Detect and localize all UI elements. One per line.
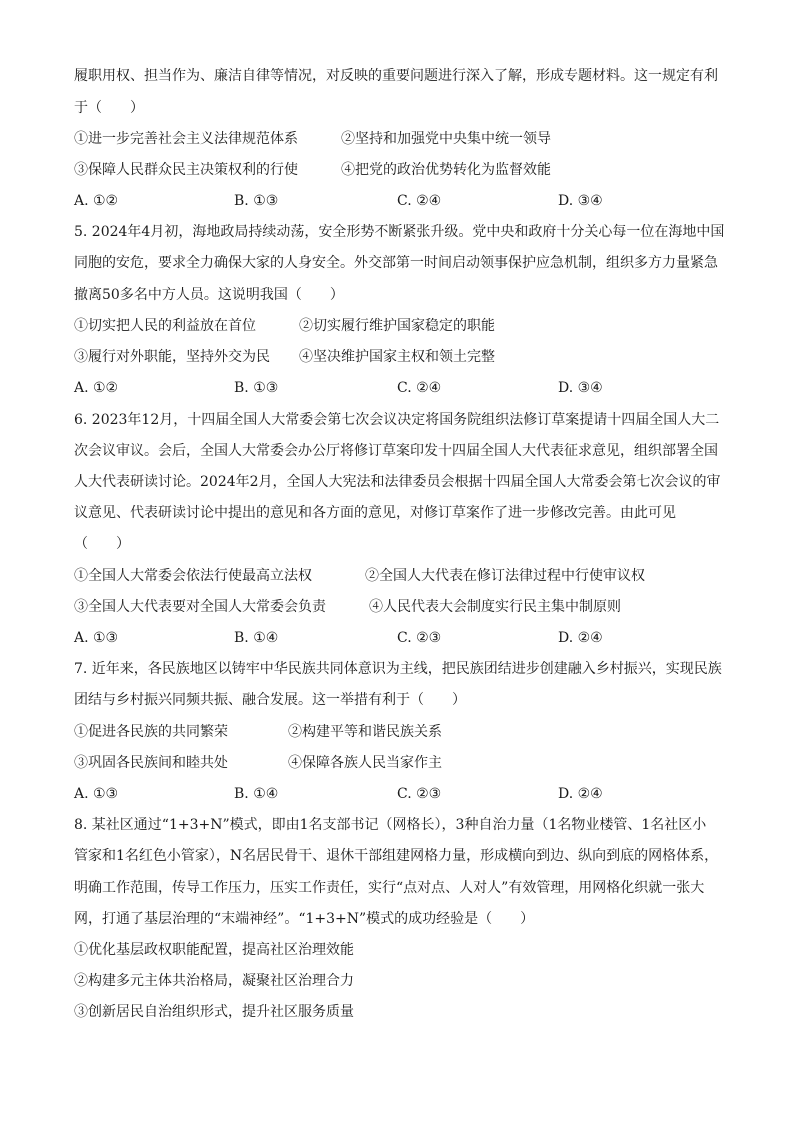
q6-option-b[interactable]: B. ①④ bbox=[234, 630, 279, 646]
q5-stem-line-3: 撤离50多名中方人员。这说明我国（ ） bbox=[74, 287, 344, 303]
q8-stem-line-3: 明确工作范围，传导工作压力，压实工作责任，实行“点对点、人对人”有效管理，用网格化织就一张大 bbox=[74, 880, 705, 896]
q7-item-1: ①促进各民族的共同繁荣 bbox=[74, 724, 228, 740]
q5-item-2: ②切实履行维护国家稳定的职能 bbox=[299, 318, 495, 334]
q5-item-3: ③履行对外职能，坚持外交为民 bbox=[74, 349, 270, 365]
q4-option-c[interactable]: C. ②④ bbox=[397, 193, 442, 209]
q5-option-d[interactable]: D. ③④ bbox=[558, 380, 603, 396]
q8-item-1: ①优化基层政权职能配置，提高社区治理效能 bbox=[74, 942, 354, 958]
q5-option-b[interactable]: B. ①③ bbox=[234, 380, 279, 396]
q4-item-1: ①进一步完善社会主义法律规范体系 bbox=[74, 131, 298, 147]
q7-option-a[interactable]: A. ①③ bbox=[74, 786, 119, 802]
q4-item-4: ④把党的政治优势转化为监督效能 bbox=[341, 162, 551, 178]
q6-stem-line-3: 人大代表研读讨论。2024年2月，全国人大宪法和法律委员会根据十四届全国人大常委会第七次会议的审 bbox=[74, 474, 721, 490]
q4-option-a[interactable]: A. ①② bbox=[74, 193, 119, 209]
q6-item-3: ③全国人大代表要对全国人大常委会负责 bbox=[74, 599, 326, 615]
q4-item-2: ②坚持和加强党中央集中统一领导 bbox=[341, 131, 551, 147]
q4-item-3: ③保障人民群众民主决策权利的行使 bbox=[74, 162, 298, 178]
q8-stem-line-2: 管家和1名红色小管家），N名居民骨干、退休干部组建网格力量，形成横向到边、纵向到底的网格体系， bbox=[74, 848, 719, 864]
q5-option-a[interactable]: A. ①② bbox=[74, 380, 119, 396]
q6-item-1: ①全国人大常委会依法行使最高立法权 bbox=[74, 568, 312, 584]
q6-stem-line-5: （ ） bbox=[74, 536, 130, 552]
q6-stem-line-2: 次会议审议。会后，全国人大常委会办公厅将修订草案印发十四届全国人大代表征求意见，组织部署全国 bbox=[74, 443, 718, 459]
q7-option-d[interactable]: D. ②④ bbox=[558, 786, 603, 802]
q7-option-b[interactable]: B. ①④ bbox=[234, 786, 279, 802]
q6-stem-line-1: 6. 2023年12月，十四届全国人大常委会第七次会议决定将国务院组织法修订草案提请十四届全国人大二 bbox=[74, 412, 720, 428]
q4-option-b[interactable]: B. ①③ bbox=[234, 193, 279, 209]
q6-option-d[interactable]: D. ②④ bbox=[558, 630, 603, 646]
q7-option-c[interactable]: C. ②③ bbox=[397, 786, 442, 802]
q7-stem-line-2: 团结与乡村振兴同频共振、融合发展。这一举措有利于（ ） bbox=[74, 692, 466, 708]
q8-stem-line-1: 8. 某社区通过“1+3+N”模式，即由1名支部书记（网格长），3种自治力量（1名物业楼管、1名社区小 bbox=[74, 817, 707, 833]
q6-option-c[interactable]: C. ②③ bbox=[397, 630, 442, 646]
q5-option-c[interactable]: C. ②④ bbox=[397, 380, 442, 396]
q8-item-2: ②构建多元主体共治格局，凝聚社区治理合力 bbox=[74, 973, 354, 989]
q6-item-4: ④人民代表大会制度实行民主集中制原则 bbox=[369, 599, 621, 615]
q5-item-1: ①切实把人民的利益放在首位 bbox=[74, 318, 256, 334]
q6-option-a[interactable]: A. ①③ bbox=[74, 630, 119, 646]
q7-item-3: ③巩固各民族间和睦共处 bbox=[74, 755, 228, 771]
q4-option-d[interactable]: D. ③④ bbox=[558, 193, 603, 209]
q7-item-2: ②构建平等和谐民族关系 bbox=[288, 724, 442, 740]
q7-item-4: ④保障各族人民当家作主 bbox=[288, 755, 442, 771]
q5-stem-line-2: 同胞的安危，要求全力确保大家的人身安全。外交部第一时间启动领事保护应急机制，组织多方力量紧急 bbox=[74, 255, 718, 271]
q7-stem-line-1: 7. 近年来，各民族地区以铸牢中华民族共同体意识为主线，把民族团结进步创建融入乡村振兴，实现民族 bbox=[74, 661, 722, 677]
q6-item-2: ②全国人大代表在修订法律过程中行使审议权 bbox=[365, 568, 645, 584]
q4-stem-line-1: 履职用权、担当作为、廉洁自律等情况，对反映的重要问题进行深入了解，形成专题材料。这一规定有利 bbox=[74, 68, 718, 84]
q5-stem-line-1: 5. 2024年4月初，海地政局持续动荡，安全形势不断紧张升级。党中央和政府十分关心每一位在海地中国 bbox=[74, 224, 725, 240]
q8-stem-line-4: 网，打通了基层治理的“末端神经”。“1+3+N”模式的成功经验是（ ） bbox=[74, 911, 535, 927]
q5-item-4: ④坚决维护国家主权和领土完整 bbox=[299, 349, 495, 365]
q8-item-3: ③创新居民自治组织形式，提升社区服务质量 bbox=[74, 1004, 354, 1020]
q4-stem-line-2: 于（ ） bbox=[74, 100, 144, 116]
q6-stem-line-4: 议意见、代表研读讨论中提出的意见和各方面的意见，对修订草案作了进一步修改完善。由此可见 bbox=[74, 505, 676, 521]
